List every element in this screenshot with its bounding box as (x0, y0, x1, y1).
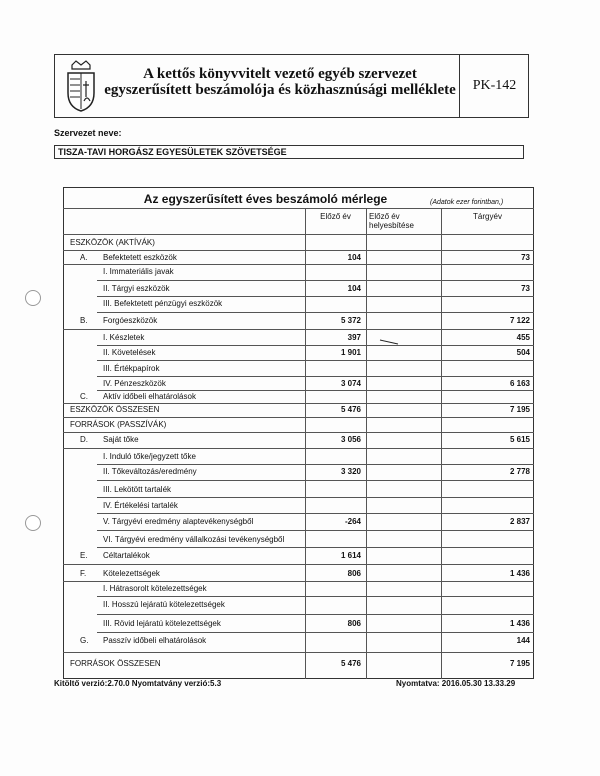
row-value-prev: 1 614 (340, 551, 361, 560)
row-label: Saját tőke (103, 435, 139, 444)
row-label: IV. Pénzeszközök (103, 379, 166, 388)
form-title-line-2: egyszerűsített beszámolója és közhasznúsági melléklete (104, 82, 456, 98)
column-divider-adj (366, 208, 367, 679)
row-label: I. Készletek (103, 333, 145, 342)
form-title-line-1: A kettős könyvvitelt vezető egyéb szervezet (143, 66, 417, 82)
row-value-current: 7 195 (509, 659, 530, 668)
row-label: VI. Tárgyévi eredmény vállalkozási tevékenységből (103, 535, 285, 544)
row-value-prev: 806 (347, 619, 361, 628)
row-divider (63, 432, 534, 433)
row-value-current: 7 195 (509, 405, 530, 414)
row-label: IV. Értékelési tartalék (103, 501, 178, 510)
row-divider (97, 312, 534, 313)
row-divider (97, 280, 534, 281)
form-code: PK-142 (472, 78, 517, 93)
row-value-prev: 806 (347, 569, 361, 578)
row-label: I. Immateriális javak (103, 267, 174, 276)
row-value-prev: 3 056 (340, 435, 361, 444)
row-divider (97, 360, 534, 361)
handwritten-dash-mark (378, 337, 402, 347)
organization-name-field[interactable]: TISZA-TAVI HORGÁSZ EGYESÜLETEK SZÖVETSÉGE (54, 145, 524, 159)
row-value-current: 1 436 (509, 619, 530, 628)
row-label: FORRÁSOK (PASSZÍVÁK) (70, 420, 167, 429)
row-divider (63, 403, 534, 404)
row-label: Kötelezettségek (103, 569, 160, 578)
row-label: I. Hátrasorolt kötelezettségek (103, 584, 207, 593)
row-value-prev: 5 476 (340, 405, 361, 414)
row-value-current: 73 (521, 253, 530, 262)
row-label: II. Tárgyi eszközök (103, 284, 170, 293)
row-code: D. (80, 435, 88, 444)
row-divider (63, 564, 534, 565)
row-value-prev: 104 (347, 284, 361, 293)
row-value-current: 7 122 (509, 316, 530, 325)
balance-sheet-title: Az egyszerűsített éves beszámoló mérlege (143, 192, 388, 206)
row-code: B. (80, 316, 88, 325)
row-label: III. Értékpapírok (103, 364, 160, 373)
row-divider (63, 329, 534, 330)
row-label: Forgóeszközök (103, 316, 158, 325)
row-value-current: 73 (521, 284, 530, 293)
row-value-current: 455 (516, 333, 530, 342)
row-label: III. Lekötött tartalék (103, 485, 172, 494)
row-divider (97, 547, 534, 548)
row-divider (63, 250, 534, 251)
row-divider (63, 448, 534, 449)
column-header-divider (63, 234, 534, 235)
row-label: III. Befektetett pénzügyi eszközök (103, 299, 223, 308)
punch-hole-top (25, 290, 41, 306)
row-value-current: 144 (516, 636, 530, 645)
row-value-current: 2 837 (509, 517, 530, 526)
software-version: Kitöltő verzió:2.70.0 Nyomtatvány verzió:5.3 (54, 679, 222, 688)
row-value-prev: -264 (344, 517, 361, 526)
row-divider (97, 596, 534, 597)
row-code: F. (80, 569, 87, 578)
row-code: E. (80, 551, 88, 560)
row-divider (63, 417, 534, 418)
row-value-current: 504 (516, 348, 530, 357)
column-header-prev-adjustment: Előző év helyesbítése (369, 212, 414, 230)
row-code: A. (80, 253, 88, 262)
row-label: ESZKÖZÖK ÖSSZESEN (70, 405, 160, 414)
row-label: II. Hosszú lejáratú kötelezettségek (103, 600, 225, 609)
row-label: ESZKÖZÖK (AKTÍVÁK) (70, 238, 155, 247)
row-divider (97, 480, 534, 481)
row-value-current: 5 615 (509, 435, 530, 444)
title-divider (63, 208, 534, 209)
row-value-current: 2 778 (509, 467, 530, 476)
row-divider (63, 581, 534, 582)
row-divider (97, 530, 534, 531)
organization-name-label: Szervezet neve: (54, 128, 122, 138)
row-code: G. (80, 636, 89, 645)
row-divider (97, 345, 534, 346)
row-label: II. Követelések (103, 348, 156, 357)
row-value-prev: 104 (347, 253, 361, 262)
row-divider (97, 464, 534, 465)
row-label: V. Tárgyévi eredmény alaptevékenységből (103, 517, 254, 526)
row-label: FORRÁSOK ÖSSZESEN (70, 659, 161, 668)
row-value-prev: 1 901 (340, 348, 361, 357)
row-value-prev: 3 074 (340, 379, 361, 388)
coat-of-arms-icon (62, 59, 100, 113)
row-label: III. Rövid lejáratú kötelezettségek (103, 619, 221, 628)
row-value-prev: 397 (347, 333, 361, 342)
row-label: Befektetett eszközök (103, 253, 177, 262)
row-value-prev: 5 476 (340, 659, 361, 668)
print-timestamp: Nyomtatva: 2016.05.30 13.33.29 (396, 679, 516, 688)
row-value-current: 6 163 (509, 379, 530, 388)
row-label: I. Induló tőke/jegyzett tőke (103, 452, 196, 461)
row-divider (97, 497, 534, 498)
row-label: Aktív időbeli elhatárolások (103, 392, 196, 401)
row-divider (97, 390, 534, 391)
row-value-prev: 3 320 (340, 467, 361, 476)
row-code: C. (80, 392, 88, 401)
row-divider (97, 296, 534, 297)
row-divider (63, 264, 534, 265)
row-divider (63, 652, 534, 653)
row-divider (97, 376, 534, 377)
row-label: Céltartalékok (103, 551, 150, 560)
row-value-prev: 5 372 (340, 316, 361, 325)
row-label: Passzív időbeli elhatárolások (103, 636, 207, 645)
row-label: II. Tőkeváltozás/eredmény (103, 467, 197, 476)
row-divider (97, 614, 534, 615)
row-value-current: 1 436 (509, 569, 530, 578)
punch-hole-bottom (25, 515, 41, 531)
column-header-prev: Előző év (320, 212, 351, 221)
units-note: (Adatok ezer forintban,) (430, 199, 504, 206)
row-divider (97, 632, 534, 633)
column-header-current: Tárgyév (473, 212, 502, 221)
row-divider (97, 513, 534, 514)
